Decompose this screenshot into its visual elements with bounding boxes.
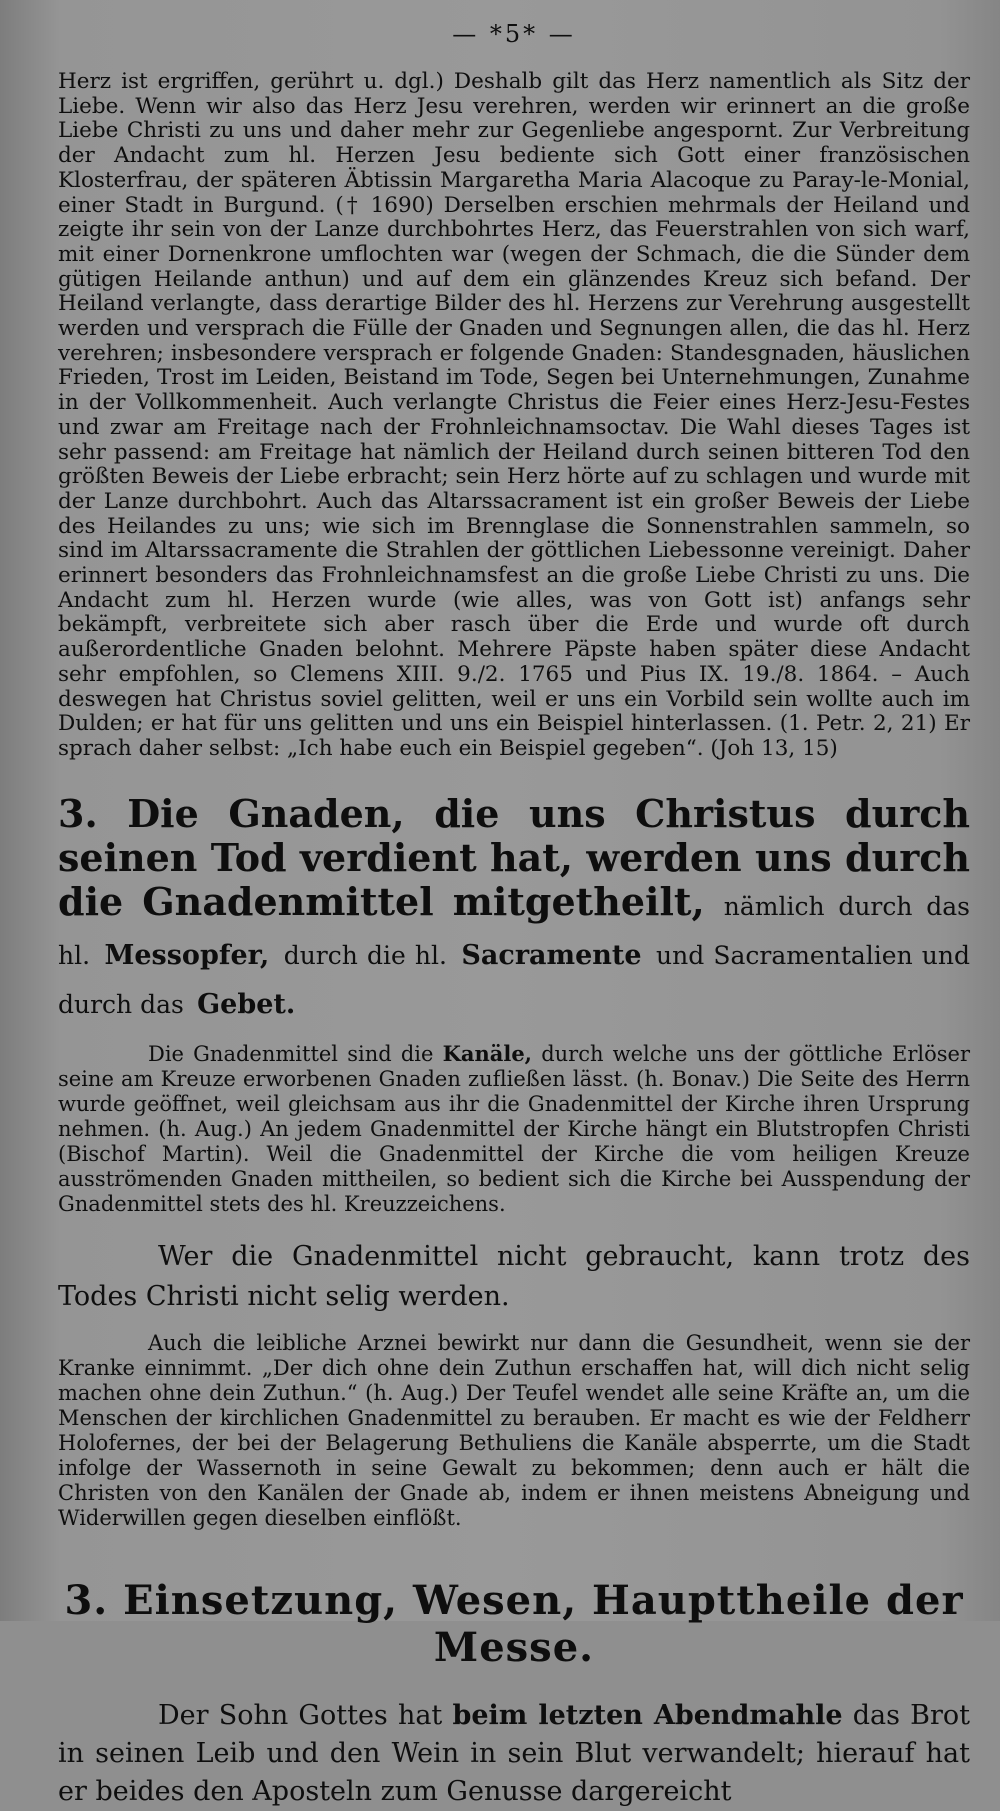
final-pre: Der Sohn Gottes hat — [158, 1699, 443, 1731]
final-paragraph — [58, 1697, 970, 1811]
intro-paragraph: Herz ist ergriffen, gerührt u. dgl.) Deshalb gilt das Herz namentlich als Sitz der Liebe. Wenn wir also das Herz Jesu verehren, werden wir erinnert an die große Liebe Christi zu uns und daher mehr zur Gegenliebe angespornt. Zur Verbreitung der Andacht zum hl. Herzen Jesu bediente sich Gott einer französischen Klosterfrau, der späteren Äbtissin Margaretha Maria Alacoque zu Paray-le-Monial, einer Stadt in Burgund. († 1690) Derselben erschien mehrmals der Heiland und zeigte ihr sein von der Lanze durchbohrtes Herz, das Feuerstrahlen von sich warf, mit einer Dornenkrone umflochten war (wegen der Schmach, die die Sünder dem gütigen Heilande anthun) und auf dem ein glänzendes Kreuz sich befand. Der Heiland verlangte, dass derartige Bilder des hl. Herzens zur Verehrung ausgestellt werden und versprach die Fülle der Gnaden und Segnungen allen, die das hl. Herz verehren; insbesondere versprach er folgende Gnaden: Standesgnaden, häuslichen Frieden, Trost im Leiden, Beistand im Tode, Segen bei Unternehmungen, Zunahme in der Vollkommenheit. Auch verlangte Christus die Feier eines Herz-Jesu-Festes und zwar am Freitage nach der Frohnleichnamsoctav. Die Wahl dieses Tages ist sehr passend: am Freitage hat nämlich der Heiland durch seinen bitteren Tod den größten Beweis der Liebe erbracht; sein Herz hörte auf zu schlagen und wurde mit der Lanze durchbohrt. Auch das Altarssacrament ist ein großer Beweis der Liebe des Heilandes zu uns; wie sich im Brennglase die Sonnenstrahlen sammeln, so sind im Altarssacramente die Strahlen der göttlichen Liebessonne vereinigt. Daher erinnert besonders das Frohnleichnamsfest an die große Liebe Christi zu uns. Die Andacht zum hl. Herzen wurde (wie alles, was von Gott ist) anfangs sehr bekämpft, verbreitete sich aber rasch über die Erde und wurde oft durch außerordentliche Gnaden belohnt. Mehrere Päpste haben später diese Andacht sehr empfohlen, so Clemens XIII. 9./2. 1765 und Pius IX. 19./8. 1864. – Auch deswegen hat Christus soviel gelitten, weil er uns ein Vorbild sein wollte auch im Dulden; er hat für uns gelitten und uns ein Beispiel hinterlassen. (1. Petr. 2, 21) Er sprach daher selbst: „Ich habe euch ein Beispiel gegeben“. (Joh 13, 15) — [58, 69, 970, 761]
kanaele-pre: Die Gnadenmittel sind die — [148, 1041, 434, 1066]
arznei-paragraph: Auch die leibliche Arznei bewirkt nur dann die Gesundheit, wenn sie der Kranke einnimmt. „Der dich ohne dein Zuthun erschaffen hat, will dich nicht selig machen ohne dein Zuthun.“ (h. Aug.) Der Teufel wendet alle seine Kräfte an, um die Menschen der kirchlichen Gnadenmittel zu berauben. Er macht es wie der Feldherr Holofernes, der bei der Belagerung Bethuliens die Kanäle absperrte, um die Stadt infolge der Wassernoth in seine Gewalt zu bekommen; denn auch er hält die Christen von den Kanälen der Gnade ab, indem er ihnen meistens Abneigung und Widerwillen gegen dieselben einflößt. — [58, 1330, 970, 1530]
section-heading-tail-2: durch die hl. — [283, 940, 447, 970]
kanaele-bold: Kanäle, — [442, 1040, 532, 1066]
page-number: — *5* — — [452, 20, 576, 48]
chapter-heading: 3. Einsetzung, Wesen, Haupttheile der Messe. — [64, 1576, 964, 1671]
kanaele-paragraph — [58, 1041, 970, 1217]
section-heading-gebet: Gebet. — [197, 988, 296, 1020]
final-post: das Brot in seinen Leib und den Wein in sein Blut verwandelt; hierauf hat er beides den Aposteln zum Genusse dargereicht — [58, 1699, 970, 1807]
section-heading-main: 3. Die Gnaden, die uns Christus durch seinen Tod verdient hat, werden uns durch die Gnadenmittel mitgetheilt, — [58, 790, 970, 924]
emphasis-sentence: Wer die Gnadenmittel nicht gebraucht, kann trotz des Todes Christi nicht selig werden. — [58, 1240, 970, 1312]
section-heading-messopfer: Messopfer, — [104, 939, 270, 971]
final-bold: beim letzten Abendmahle — [452, 1699, 843, 1731]
section-heading-tail-3: und Sacramentalien und durch das — [58, 940, 971, 1019]
section-heading — [58, 792, 970, 1027]
section-heading-sacramente: Sacramente — [461, 939, 642, 971]
section-heading-tail-1: nämlich durch das hl. — [58, 891, 970, 970]
kanaele-post: durch welche uns der göttliche Erlöser seine am Kreuze erworbenen Gnaden zufließen lässt. (h. Bonav.) Die Seite des Herrn wurde geöffnet, weil gleichsam aus ihr die Gnadenmittel der Kirche ihren Ursprung nehmen. (h. Aug.) An jedem Gnadenmittel der Kirche hängt ein Blutstropfen Christi (Bischof Martin). Weil die Gnadenmittel der Kirche die vom heiligen Kreuze ausströmenden Gnaden mittheilen, so bedient sich die Kirche bei Ausspendung der Gnadenmittel stets des hl. Kreuzzeichens. — [58, 1041, 970, 1216]
